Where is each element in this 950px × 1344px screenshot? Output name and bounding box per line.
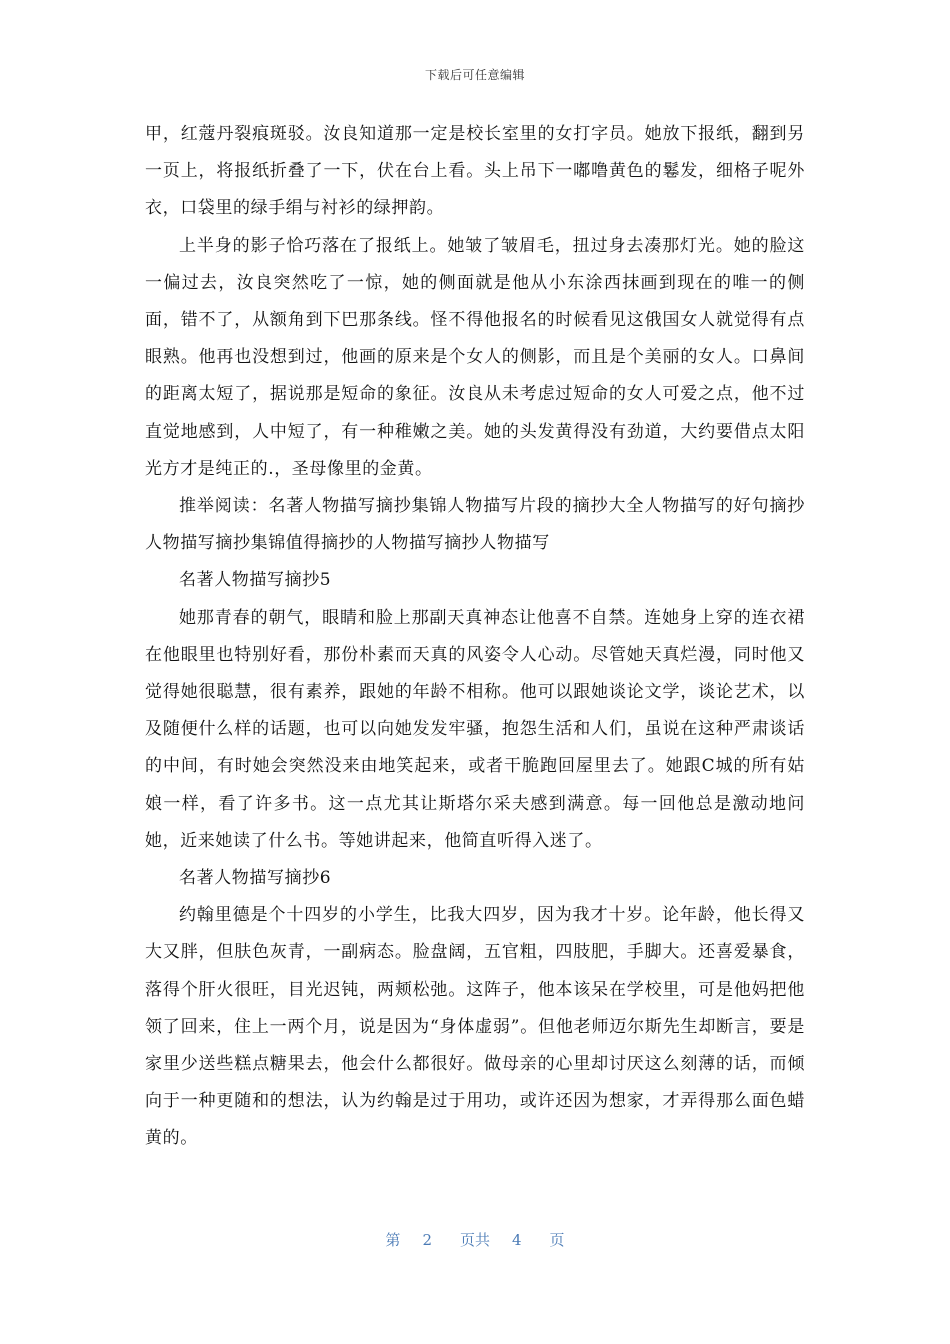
paragraph-section-5: 她那青春的朝气，眼睛和脸上那副天真神态让他喜不自禁。连她身上穿的连衣裙在他眼里也特别好看，那份朴素而天真的风姿令人心动。尽管她天真烂漫，同时他又觉得她很聪慧，很有素养，跟她的年龄不相称。他可以跟她谈论文学，谈论艺术，以及随便什么样的话题，也可以向她发发牢骚，抱怨生活和人们，虽说在这种严肃谈话的中间，有时她会突然没来由地笑起来，或者干脆跑回屋里去了。她跟C城的所有姑娘一样，看了许多书。这一点尤其让斯塔尔采夫感到满意。每一回他总是激动地问她，近来她读了什么书。等她讲起来，他简直听得入迷了。 [145, 607, 805, 851]
document-body [145, 116, 805, 1158]
header-note: 下载后可任意编辑 [424, 68, 525, 82]
page-footer [0, 1229, 950, 1250]
paragraph-section-6: 约翰里德是个十四岁的小学生，比我大四岁，因为我才十岁。论年龄，他长得又大又胖，但肤色灰青，一副病态。脸盘阔，五官粗，四肢肥，手脚大。还喜爱暴食，落得个肝火很旺，目光迟钝，两颊松弛。这阵子，他本该呆在学校里，可是他妈把他领了回来，住上一两个月，说是因为“身体虚弱”。但他老师迈尔斯先生却断言，要是家里少送些糕点糖果去，他会什么都很好。做母亲的心里却讨厌这么刻薄的话，而倾向于一种更随和的想法，认为约翰是过于用功，或许还因为想家，才弄得那么面色蜡黄的。 [145, 905, 805, 1149]
section-heading-5: 名著人物描写摘抄5 [179, 570, 332, 591]
footer-total-pages: 4 [512, 1231, 522, 1249]
footer-label-ye-gong: 页共 [459, 1231, 490, 1249]
footer-label-di: 第 [385, 1231, 401, 1249]
recommended-reading: 推举阅读：名著人物描写摘抄集锦人物描写片段的摘抄大全人物描写的好句摘抄人物描写摘抄集锦值得摘抄的人物描写摘抄人物描写 [145, 496, 805, 554]
paragraph-2: 上半身的影子恰巧落在了报纸上。她皱了皱眉毛，扭过身去凑那灯光。她的脸这一偏过去，汝良突然吃了一惊，她的侧面就是他从小东涂西抹画到现在的唯一的侧面，错不了，从额角到下巴那条线。怪不得他报名的时候看见这俄国女人就觉得有点眼熟。他再也没想到过，他画的原来是个女人的侧影，而且是个美丽的女人。口鼻间的距离太短了，据说那是短命的象征。汝良从未考虑过短命的女人可爱之点，他不过直觉地感到，人中短了，有一种稚嫩之美。她的头发黄得没有劲道，大约要借点太阳光方才是纯正的.，圣母像里的金黄。 [145, 235, 805, 479]
footer-current-page: 2 [422, 1231, 432, 1249]
footer-label-ye: 页 [549, 1231, 565, 1249]
section-heading-6: 名著人物描写摘抄6 [179, 868, 332, 889]
paragraph-1: 甲，红蔻丹裂痕斑驳。汝良知道那一定是校长室里的女打字员。她放下报纸，翻到另一页上，将报纸折叠了一下，伏在台上看。头上吊下一嘟噜黄色的鬈发，细格子呢外衣，口袋里的绿手绢与衬衫的绿押韵。 [145, 124, 805, 219]
